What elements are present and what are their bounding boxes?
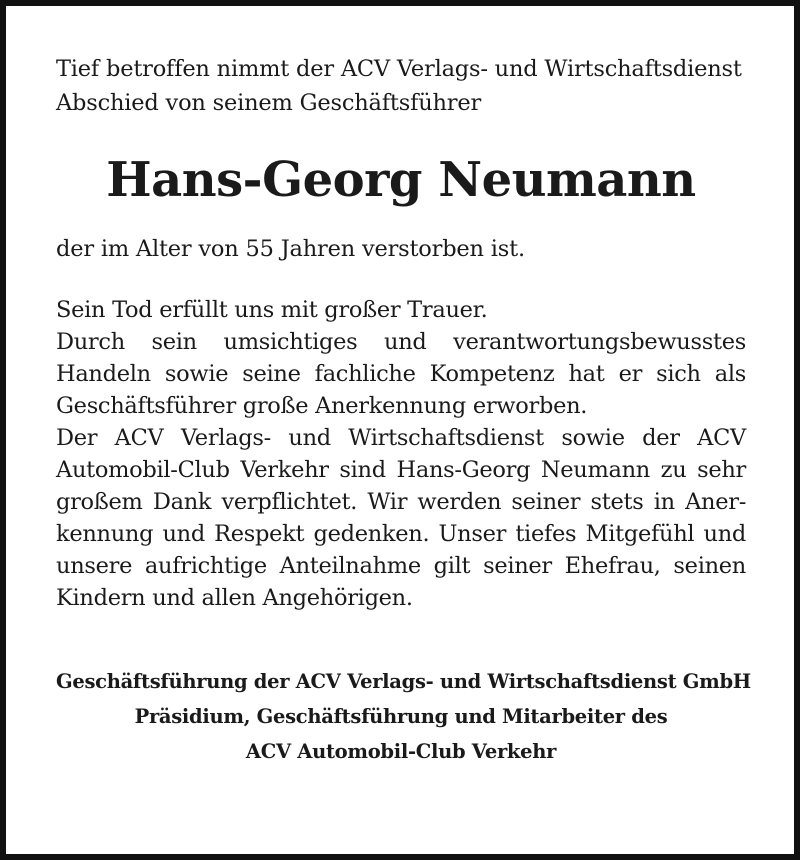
intro-line: Abschied von seinem Geschäftsführer <box>56 90 482 116</box>
intro-text <box>56 52 746 120</box>
signature-line: Präsidium, Geschäftsführung und Mitarbeiter des <box>134 705 668 728</box>
body-line: kennung und Respekt gedenken. Unser tiefes Mitgefühl und <box>56 521 746 547</box>
signature-line: ACV Automobil-Club Verkehr <box>245 740 557 763</box>
body-line: Sein Tod erfüllt uns mit großer Trauer. <box>56 297 488 323</box>
body-line: Durch sein umsichtiges und verantwortungsbewusstes <box>56 329 746 355</box>
body-line: Automobil-Club Verkehr sind Hans-Georg Neumann zu sehr <box>56 457 746 483</box>
body-line: großem Dank verpflichtet. Wir werden seiner stets in Aner- <box>56 489 746 515</box>
body-line: Handeln sowie seine fachliche Kompetenz hat er sich als <box>56 361 746 387</box>
body-text <box>56 294 746 614</box>
body-line: Geschäftsführer große Anerkennung erworben. <box>56 393 588 419</box>
notice-content <box>56 52 751 769</box>
deceased-name: Hans-Georg Neumann <box>106 152 696 208</box>
signature-block <box>56 664 751 769</box>
intro-line: Tief betroffen nimmt der ACV Verlags- und Wirtschaftsdienst <box>56 56 742 82</box>
age-line: der im Alter von 55 Jahren verstorben ist. <box>56 236 525 262</box>
body-line: Der ACV Verlags- und Wirtschaftsdienst sowie der ACV <box>56 425 746 451</box>
body-line: unsere aufrichtige Anteilnahme gilt seiner Ehefrau, seinen <box>56 553 746 579</box>
body-line: Kindern und allen Angehörigen. <box>56 585 413 611</box>
signature-line: Geschäftsführung der ACV Verlags- und Wirtschaftsdienst GmbH <box>56 670 751 693</box>
